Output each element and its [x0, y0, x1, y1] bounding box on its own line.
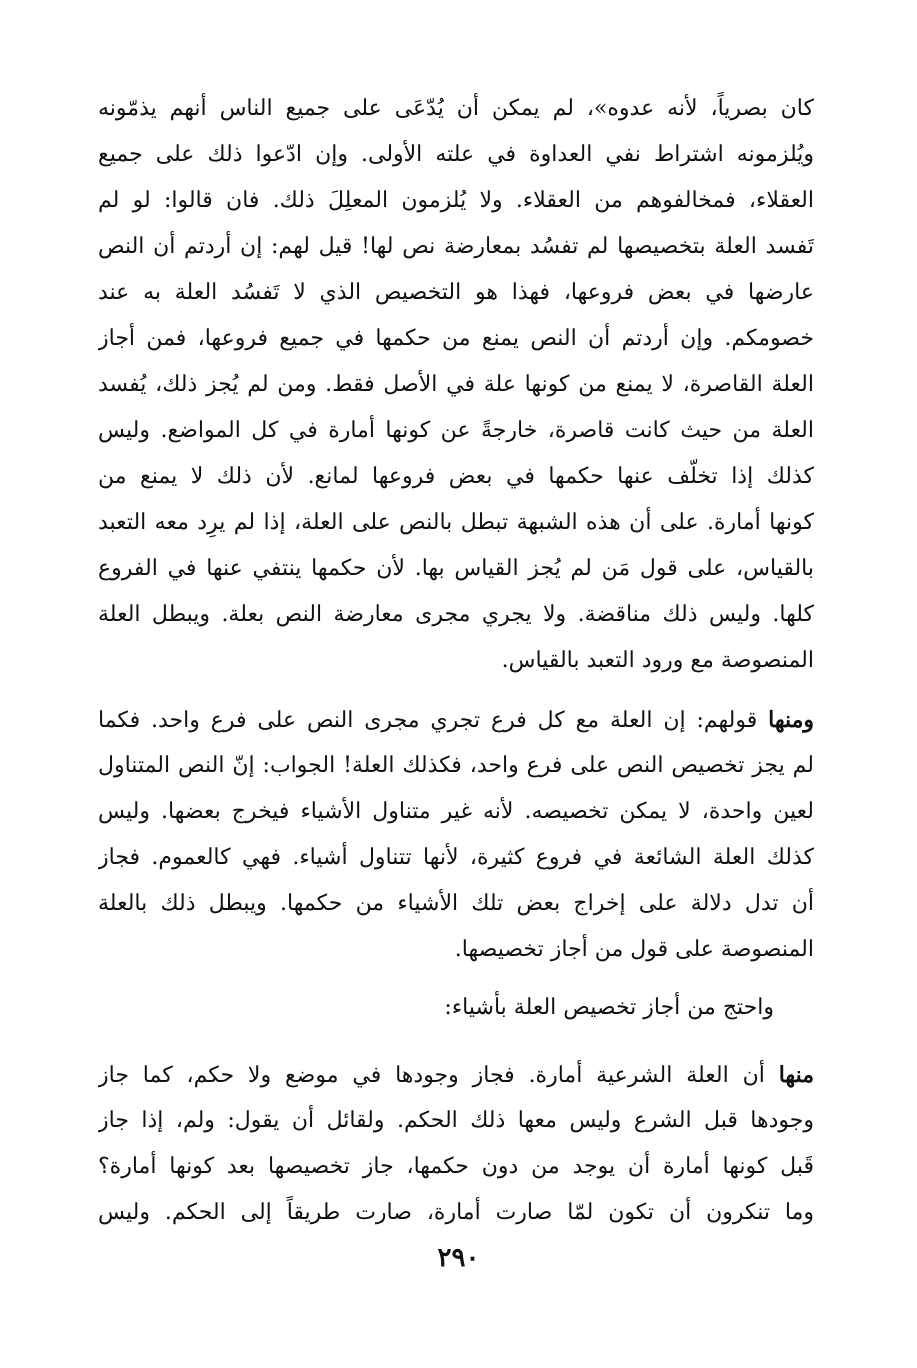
- text-line: كذلك إذا تخلّف عنها حكمها في بعض فروعها لمانع. لأن ذلك لا يمنع من: [98, 464, 814, 489]
- text-line: تَفسد العلة بتخصيصها لم تفسُد بمعارضة نص لها! قيل لهم: إن أردتم أن النص: [98, 234, 814, 259]
- paragraph-3: [98, 985, 814, 1031]
- text-line: [98, 1052, 814, 1098]
- text-line: وما تنكرون أن تكون لمّا صارت أمارة، صارت طريقاً إلى الحكم. وليس: [98, 1200, 814, 1225]
- paragraph-1: [98, 86, 814, 684]
- text-line: كلها. وليس ذلك مناقضة. ولا يجري مجرى معارضة النص بعلة. ويبطل العلة: [98, 602, 814, 627]
- text-line: المنصوصة على قول من أجاز تخصيصها.: [454, 937, 814, 962]
- text-line: أن تدل دلالة على إخراج بعض تلك الأشياء من حكمها. ويبطل ذلك بالعلة: [98, 891, 814, 916]
- text-line: عارضها في بعض فروعها، فهذا هو التخصيص الذي لا تَفسُد العلة به عند: [98, 280, 814, 305]
- text-line: بالقياس، على قول مَن لم يُجز القياس بها. لأن حكمها ينتفي عنها في الفروع: [98, 556, 814, 581]
- text-line: العقلاء، فمخالفوهم من العقلاء. ولا يُلزمون المعلِلَ ذلك. فان قالوا: لو لم: [98, 188, 814, 213]
- text-line: كان بصرياً، لأنه عدوه»، لم يمكن أن يُدّعَى على جميع الناس أنهم يذمّونه: [98, 96, 814, 121]
- text-line: [98, 697, 814, 743]
- text-line-content: قولهم: إن العلة مع كل فرع تجري مجرى النص على فرع واحد. فكما: [98, 708, 758, 733]
- text-line: كذلك العلة الشائعة في فروع كثيرة، لأنها تتناول أشياء. فهي كالعموم. فجاز: [98, 845, 814, 870]
- paragraph-4: [98, 1052, 814, 1236]
- paragraph-lead-word: ومنها: [768, 707, 814, 733]
- text-line: واحتج من أجاز تخصيص العلة بأشياء:: [444, 995, 774, 1020]
- text-line: العلة القاصرة، لا يمنع من كونها علة في الأصل فقط. ومن لم يُجز ذلك، يُفسد: [98, 372, 814, 397]
- paragraph-2: [98, 697, 814, 973]
- text-line: لعين واحدة، لا يمكن تخصيصه. لأنه غير متناول الأشياء فيخرج بعضها. وليس: [98, 799, 814, 824]
- paragraph-lead-word: منها: [778, 1062, 814, 1088]
- text-line-content: أن العلة الشرعية أمارة. فجاز وجودها في موضع ولا حكم، كما جاز: [98, 1063, 765, 1088]
- text-line: خصومكم. وإن أردتم أن النص يمنع من حكمها في جميع فروعها، فمن أجاز: [98, 326, 814, 351]
- text-line: كونها أمارة. على أن هذه الشبهة تبطل بالنص على العلة، إذا لم يرِد معه التعبد: [98, 510, 814, 535]
- text-line: قَبل كونها أمارة أن يوجد من دون حكمها، جاز تخصيصها بعد كونها أمارة؟: [98, 1154, 814, 1179]
- text-line: المنصوصة مع ورود التعبد بالقياس.: [501, 648, 814, 673]
- text-line: ويُلزمونه اشتراط نفي العداوة في علته الأولى. وإن ادّعوا ذلك على جميع: [98, 142, 814, 167]
- page-number: ٢٩٠: [437, 1243, 480, 1273]
- text-line: العلة من حيث كانت قاصرة، خارجةً عن كونها أمارة في كل المواضع. وليس: [98, 418, 814, 443]
- text-line: وجودها قبل الشرع وليس معها ذلك الحكم. ولقائل أن يقول: ولم، إذا جاز: [98, 1108, 814, 1133]
- text-line: لم يجز تخصيص النص على فرع واحد، فكذلك العلة! الجواب: إنّ النص المتناول: [98, 753, 814, 778]
